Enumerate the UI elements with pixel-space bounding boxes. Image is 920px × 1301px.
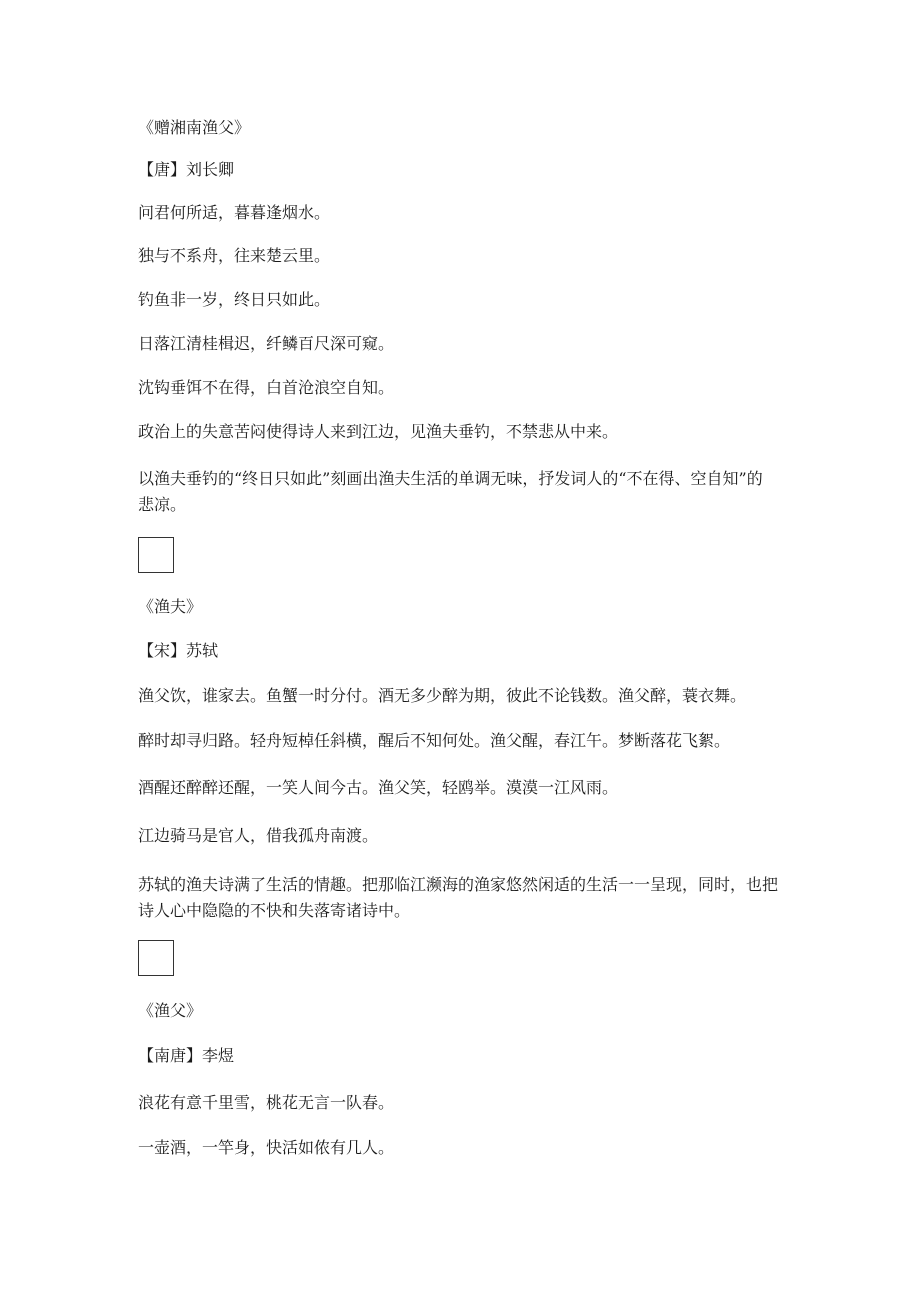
poem1-comment-2: 以渔夫垂钓的“终日只如此”刻画出渔夫生活的单调无味，抒发词人的“不在得、空自知”的悲凉。: [138, 469, 763, 514]
poem2-author: 【宋】苏轼: [138, 641, 219, 660]
poem1-line-5: 沈钩垂饵不在得，白首沧浪空自知。: [138, 378, 395, 397]
poem1-comment-1: 政治上的失意苦闷使得诗人来到江边，见渔夫垂钓，不禁悲从中来。: [138, 422, 619, 441]
poem1-author: 【唐】刘长卿: [138, 160, 235, 179]
poem3-line-2: 一壶酒，一竿身，快活如侬有几人。: [138, 1138, 395, 1157]
poem1-title: 《赠湘南渔父》: [138, 118, 251, 137]
poem3-title: 《渔父》: [138, 1001, 203, 1020]
poem3-author: 【南唐】李煜: [138, 1046, 235, 1065]
poem3-line-1: 浪花有意千里雪，桃花无言一队春。: [138, 1093, 395, 1112]
image-placeholder-box: [138, 940, 174, 976]
poem2-line-1: 渔父饮，谁家去。鱼蟹一时分付。酒无多少醉为期，彼此不论钱数。渔父醉，蓑衣舞。: [138, 686, 747, 705]
poem2-line-3: 酒醒还醉醉还醒，一笑人间今古。渔父笑，轻鸥举。漠漠一江风雨。: [138, 778, 619, 797]
poem1-line-4: 日落江清桂楫迟，纤鳞百尺深可窥。: [138, 334, 395, 353]
poem2-comment: 苏轼的渔夫诗满了生活的情趣。把那临江濒海的渔家悠然闲适的生活一一呈现，同时，也把诗人心中隐隐的不快和失落寄诸诗中。: [138, 875, 779, 920]
poem2-title: 《渔夫》: [138, 597, 203, 616]
poem2-line-2: 醉时却寻归路。轻舟短棹任斜横，醒后不知何处。渔父醒，春江午。梦断落花飞絮。: [138, 731, 731, 750]
poem1-line-2: 独与不系舟，往来楚云里。: [138, 246, 331, 265]
poem1-line-1: 问君何所适，暮暮逢烟水。: [138, 203, 331, 222]
poem2-line-4: 江边骑马是官人，借我孤舟南渡。: [138, 826, 379, 845]
poem1-line-3: 钓鱼非一岁，终日只如此。: [138, 290, 331, 309]
image-placeholder-box: [138, 537, 174, 573]
